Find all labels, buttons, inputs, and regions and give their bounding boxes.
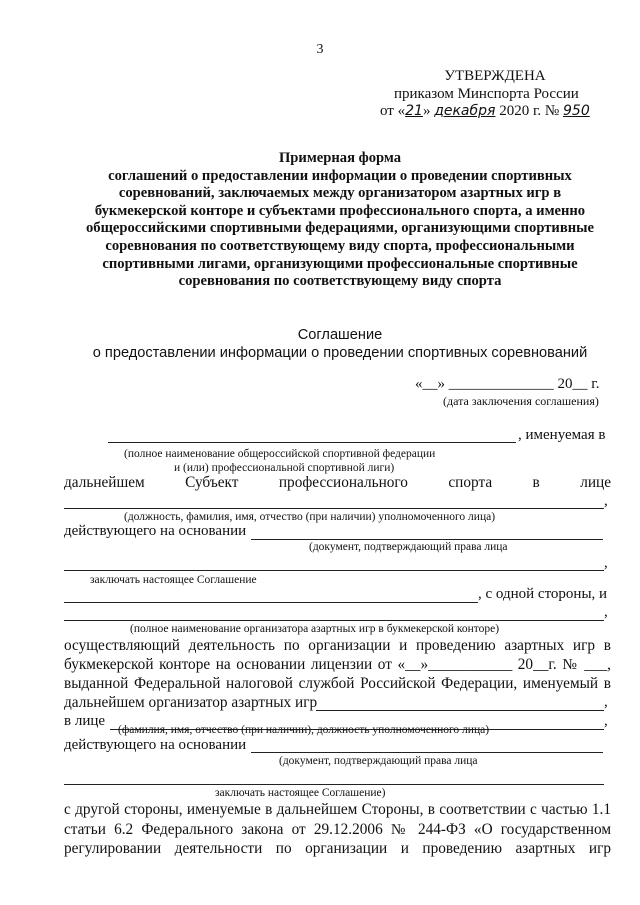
approval-day: 21 bbox=[405, 103, 423, 119]
title-line: Примерная форма bbox=[278, 150, 402, 166]
approval-year: 2020 г. № bbox=[499, 103, 560, 119]
document-title bbox=[60, 150, 620, 291]
title-line: соревнования по соответствующему виду спорта bbox=[178, 273, 502, 290]
document-field bbox=[64, 570, 604, 571]
title-line: соглашений о предоставлении информации о проведении спортивных bbox=[108, 167, 572, 184]
approval-ot: от « bbox=[380, 103, 406, 119]
title-line: соревнований, заключаемых между организатором азартных игр в bbox=[118, 185, 562, 202]
comma: , bbox=[604, 713, 608, 729]
approval-heading: УТВЕРЖДЕНА bbox=[444, 68, 546, 84]
named-suffix: , именуемая в bbox=[518, 427, 606, 443]
approval-order: приказом Минспорта России bbox=[394, 86, 579, 102]
agreement-heading: Соглашение bbox=[297, 327, 383, 343]
person-field bbox=[64, 508, 604, 509]
title-line: соревнования по соответствующему виду спорта, профессиональными bbox=[105, 237, 575, 254]
hint-person: (должность, фамилия, имя, отчество (при наличии) уполномоченного лица) bbox=[124, 511, 496, 523]
hint-federation-line1: (полное наименование общероссийской спортивной федерации bbox=[124, 448, 436, 460]
federation-name-field bbox=[108, 442, 516, 443]
basis-field-2 bbox=[251, 752, 603, 753]
approval-sep: » bbox=[422, 103, 431, 119]
word: дальнейшем bbox=[64, 474, 145, 491]
para2-line1: с другой стороны, именуемые в дальнейшем Стороны, в соответствии с частью 1.1 bbox=[64, 801, 611, 818]
acting-basis-label-2: действующего на основании bbox=[64, 737, 247, 753]
approval-date-line bbox=[380, 101, 620, 122]
para1-line3: выданной Федеральной налоговой службой Российской Федерации, именуемый в bbox=[64, 675, 611, 692]
words-row bbox=[64, 474, 611, 492]
page-number: 3 bbox=[316, 42, 324, 57]
word: профессионального bbox=[278, 474, 408, 491]
document-field-2 bbox=[64, 784, 604, 785]
agreement-subheading: о предоставлении информации о проведении спортивных соревнований bbox=[92, 345, 588, 361]
comma: , bbox=[604, 555, 608, 571]
hint-document-2: (документ, подтверждающий права лица bbox=[279, 755, 478, 767]
comma: , bbox=[604, 604, 608, 620]
conclude-hint-2: заключать настоящее Соглашение) bbox=[215, 787, 386, 799]
para2-line2: статьи 6.2 Федерального закона от 29.12.2006 № 244-ФЗ «О государственном bbox=[64, 821, 611, 838]
title-line: спортивными лигами, организующими профессиональные спортивные bbox=[102, 255, 578, 272]
hint-document: (документ, подтверждающий права лица bbox=[309, 541, 508, 553]
word: спорта bbox=[448, 474, 493, 491]
hint-person-2: (фамилия, имя, отчество (при наличии), должность уполномоченного лица) bbox=[118, 724, 490, 736]
side-field bbox=[64, 602, 478, 603]
agreement-date-field: «__» ______________ 20__ г. bbox=[415, 376, 600, 392]
word: в bbox=[532, 474, 540, 491]
para1-line1: осуществляющий деятельность по организации и проведению азартных игр в bbox=[64, 637, 611, 654]
one-side-label: , с одной стороны, и bbox=[478, 586, 608, 602]
para1-line4: дальнейшем организатор азартных игр bbox=[64, 694, 318, 711]
acting-basis-label: действующего на основании bbox=[64, 523, 247, 539]
approval-month: декабря bbox=[434, 103, 496, 119]
in-person-label: в лице bbox=[64, 713, 106, 729]
title-line: общероссийскими спортивными федерациями, организующими спортивные bbox=[86, 220, 594, 237]
word: Субъект bbox=[185, 474, 239, 491]
conclude-hint: заключать настоящее Соглашение bbox=[90, 574, 257, 586]
para1-line2: букмекерской конторе на основании лицензии от «__»___________ 20__г. № ___, bbox=[64, 656, 611, 673]
para2-line3: регулировании деятельности по организации и проведению азартных игр bbox=[64, 840, 611, 857]
approval-number: 950 bbox=[563, 103, 590, 119]
comma: , bbox=[604, 493, 608, 509]
hint-federation-line2: и (или) профессиональной спортивной лиги) bbox=[174, 462, 395, 474]
comma: , bbox=[604, 694, 608, 710]
hint-organizer: (полное наименование организатора азартных игр в букмекерской конторе) bbox=[130, 623, 500, 635]
title-line: букмекерской конторе и субъектами профессионального спорта, а именно bbox=[94, 202, 586, 219]
organizer-field bbox=[64, 620, 604, 621]
organizer-name-field bbox=[316, 710, 604, 711]
word: лице bbox=[580, 474, 611, 491]
agreement-date-hint: (дата заключения соглашения) bbox=[443, 394, 599, 408]
